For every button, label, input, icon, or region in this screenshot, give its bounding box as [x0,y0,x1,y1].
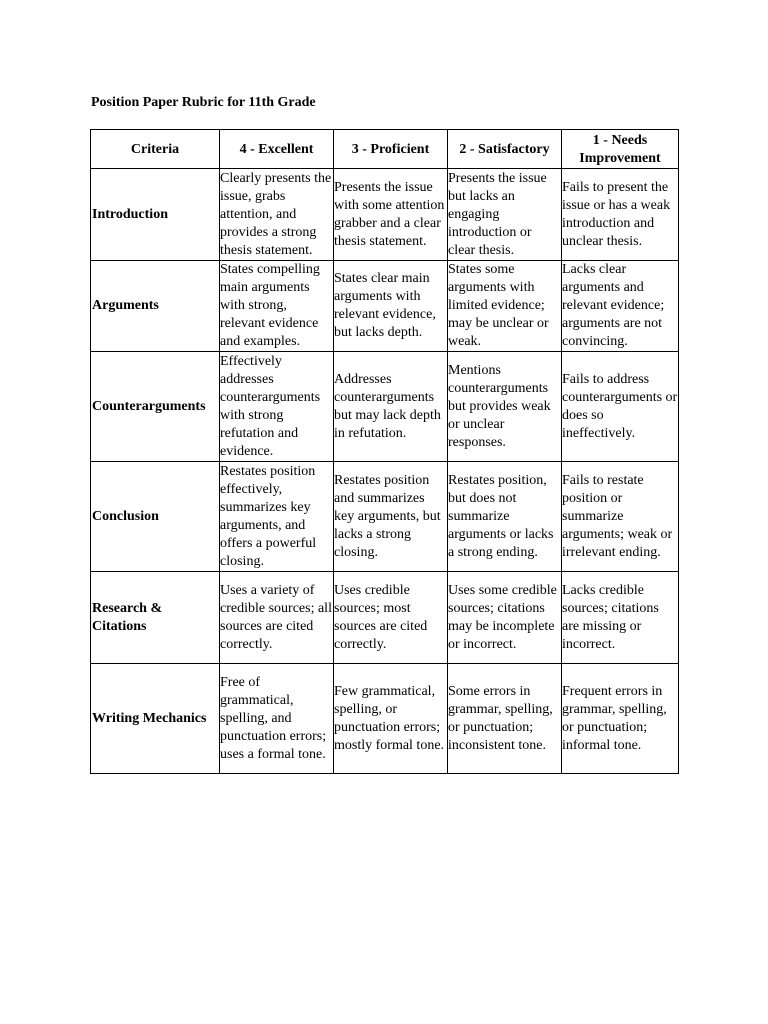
table-row [91,572,679,664]
rubric-table [90,129,679,774]
cell-excellent: Clearly presents the issue, grabs attention, and provides a strong thesis statement. [220,169,334,261]
cell-excellent: Uses a variety of credible sources; all sources are cited correctly. [220,572,334,664]
criteria-label: Arguments [91,261,220,352]
cell-needs-improvement: Frequent errors in grammar, spelling, or punctuation; informal tone. [562,664,679,774]
cell-satisfactory: Some errors in grammar, spelling, or punctuation; inconsistent tone. [448,664,562,774]
cell-satisfactory: States some arguments with limited evidence; may be unclear or weak. [448,261,562,352]
cell-needs-improvement: Fails to present the issue or has a weak introduction and unclear thesis. [562,169,679,261]
cell-needs-improvement: Fails to address counterarguments or does so ineffectively. [562,352,679,462]
cell-excellent: Restates position effectively, summarizes key arguments, and offers a powerful closing. [220,462,334,572]
criteria-label: Research & Citations [91,572,220,664]
header-needs-improvement: 1 - Needs Improvement [562,130,679,169]
criteria-label: Writing Mechanics [91,664,220,774]
criteria-label: Introduction [91,169,220,261]
cell-needs-improvement: Lacks clear arguments and relevant evidence; arguments are not convincing. [562,261,679,352]
cell-satisfactory: Uses some credible sources; citations may be incomplete or incorrect. [448,572,562,664]
header-criteria: Criteria [91,130,220,169]
criteria-label: Counterarguments [91,352,220,462]
page-title: Position Paper Rubric for 11th Grade [91,95,316,110]
cell-proficient: Restates position and summarizes key arguments, but lacks a strong closing. [334,462,448,572]
cell-satisfactory: Restates position, but does not summarize arguments or lacks a strong ending. [448,462,562,572]
cell-excellent: Effectively addresses counterarguments with strong refutation and evidence. [220,352,334,462]
cell-excellent: Free of grammatical, spelling, and punctuation errors; uses a formal tone. [220,664,334,774]
criteria-label: Conclusion [91,462,220,572]
cell-excellent: States compelling main arguments with strong, relevant evidence and examples. [220,261,334,352]
header-row [91,130,679,169]
table-row [91,462,679,572]
table-row [91,352,679,462]
cell-satisfactory: Mentions counterarguments but provides weak or unclear responses. [448,352,562,462]
header-satisfactory: 2 - Satisfactory [448,130,562,169]
cell-proficient: Few grammatical, spelling, or punctuation errors; mostly formal tone. [334,664,448,774]
header-proficient: 3 - Proficient [334,130,448,169]
table-row [91,664,679,774]
cell-proficient: Presents the issue with some attention grabber and a clear thesis statement. [334,169,448,261]
cell-proficient: States clear main arguments with relevant evidence, but lacks depth. [334,261,448,352]
cell-satisfactory: Presents the issue but lacks an engaging introduction or clear thesis. [448,169,562,261]
table-row [91,169,679,261]
cell-needs-improvement: Fails to restate position or summarize arguments; weak or irrelevant ending. [562,462,679,572]
table-row [91,261,679,352]
cell-proficient: Uses credible sources; most sources are cited correctly. [334,572,448,664]
cell-proficient: Addresses counterarguments but may lack depth in refutation. [334,352,448,462]
header-excellent: 4 - Excellent [220,130,334,169]
cell-needs-improvement: Lacks credible sources; citations are missing or incorrect. [562,572,679,664]
